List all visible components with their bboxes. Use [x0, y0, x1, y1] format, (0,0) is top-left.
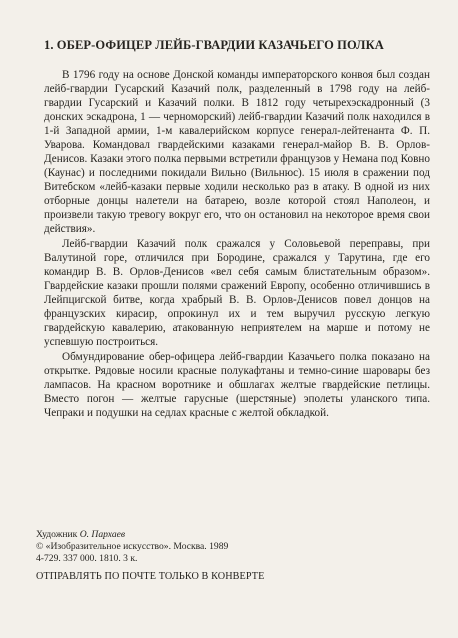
artist-label: Художник [36, 529, 78, 540]
article-body [44, 68, 430, 421]
paragraph-battles: Лейб-гвардии Казачий полк сражался у Соловьевой переправы, при Валутиной горе, отличился при Бородине, сражался у Тарутина, где его командир В. В. Орлов-Денисов «вел себя самым блистательным образом». Гвардейские казаки прошли полями сражений Европу, особенно отличившись в Лейпцигской битве, когда храбрый В. В. Орлов-Денисов повел донцов на французских кирасир, опрокинул их и тем выручил русскую легкую гвардейскую кавалерию, атакованную неприятелем на марше и потому не успевшую построиться. [44, 238, 430, 348]
artist-line [36, 529, 436, 541]
catalog-line: 4-729. 337 000. 1810. 3 к. [36, 553, 138, 564]
paragraph-uniform: Обмундирование обер-офицера лейб-гвардии Казачьего полка показано на открытке. Рядовые носили красные полукафтаны и темно-синие шаровары без лампасов. На красном воротнике и обшлагах желтые гвардейские петлицы. Вместо погон — желтые гарусные (шерстяные) эполеты уланского типа. Чепраки и подушки на седлах красные с желтой обкладкой. [44, 351, 430, 419]
mailing-notice: ОТПРАВЛЯТЬ ПО ПОЧТЕ ТОЛЬКО В КОНВЕРТЕ [36, 571, 265, 582]
page-title: 1. ОБЕР-ОФИЦЕР ЛЕЙБ-ГВАРДИИ КАЗАЧЬЕГО ПОЛКА [44, 38, 384, 52]
paragraph-history: В 1796 году на основе Донской команды императорского конвоя был создан лейб-гвардии Гусарский Казачий полк, разделенный в 1798 году на лейб-гвардии Гусарский и Казачий полки. В 1812 году четырехэскадронный (3 донских эскадрона, 1 — черноморский) лейб-гвардии Казачий полк находился в 1-й Западной армии, 1-м кавалерийском корпусе генерал-лейтенанта Ф. П. Уварова. Командовал гвардейскими казаками генерал-майор В. В. Орлов-Денисов. Казаки этого полка первыми встретили французов у Немана под Ковно (Каунас) и последними покидали Вильно (Вильнюс). 15 июля в сражении под Витебском «лейб-казаки первые ходили несколько раз в атаку. В одной из них отборные донцы налетели на батарею, возле которой стоял Наполеон, и произвели такую тревогу вокруг его, что он остановил на некоторое время свои действия». [44, 69, 430, 235]
publisher-line: © «Изобразительное искусство». Москва. 1989 [36, 541, 229, 552]
artist-name: О. Пархаев [79, 529, 126, 540]
credits-block [36, 529, 436, 565]
